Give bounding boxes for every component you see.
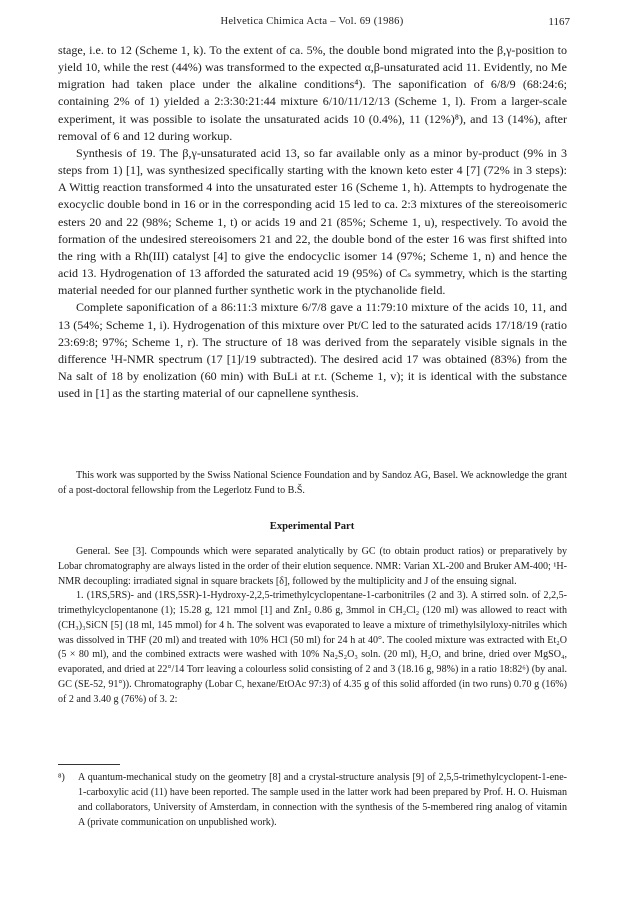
- page-number: 1167: [548, 16, 570, 28]
- main-text: [58, 42, 567, 402]
- footnote-mark: ⁸): [58, 772, 65, 783]
- experimental-item-1: 1. (1RS,5RS)- and (1RS,5SR)-1-Hydroxy-2,2,5-trimethylcyclopentane-1-carbonitriles (2 and 3). A stirred soln. of 2,2,5-trimethylcyclopentanone (1); 15.28 g, 121 mmol [1] and ZnI₂ 0.86 g, 3mmol in CH₂Cl₂ (120 ml) was allowed to react with (CH₃)₃SiCN [5] (18 ml, 145 mmol) for 4 h. The solvent was evaporated to leave a mixture of trimethylsilyloxy-nitriles which was dissolved in THF (20 ml) and treated with 10% HCl (50 ml) for 24 h at 40°. The cooled mixture was extracted with Et₂O (5 × 80 ml), and the combined extracts were washed with 10% Na₂S₂O₃ soln. (20 ml), H₂O, and brine, dried over MgSO₄, evaporated, and dried at 22°/14 Torr leaving a colourless solid consisting of 2 and 3 (18.16 g, 98%) in a ratio 18:82⁶) (by anal. GC (SE-52, 91°)). Chromatography (Lobar C, hexane/EtOAc 97:3) of 4.35 g of this solid afforded (in two runs) 0.70 g (16%) of 2 and 3.40 g (76%) of 3. 2:: [58, 590, 567, 705]
- section-heading-experimental: Experimental Part: [269, 521, 355, 532]
- experimental-general: General. See [3]. Compounds which were separated analytically by GC (to obtain product ratios) or preparatively by Lobar chromatography are always listed in the order of their elution sequence. NMR: Varian XL-200 and Bruker AM-400; ¹H-NMR decoupling: irradiated signal in square brackets [δ], followed by the multiplicity and J of the ensuing signal.: [58, 546, 567, 587]
- footnote-text: A quantum-mechanical study on the geometry [8] and a crystal-structure analysis [9] of 2,5,5-trimethylcyclopent-1-ene-1-carboxylic acid (11) have been reported. The sample used in the latter work had been prepared by Prof. H. O. Huisman and collaborators, University of Amsterdam, in connection with the synthesis of the 5-membered ring analog of vitamin A (private communication on unpublished work).: [78, 772, 567, 828]
- paragraph-1: stage, i.e. to 12 (Scheme 1, k). To the extent of ca. 5%, the double bond migrated into the β,γ-position to yield 10, while the rest (44%) was transformed to the expected α,β-unsaturated acid 11. Evidently, no Me migration had taken place under the alkaline conditions⁴). The saponification of 6/8/9 (68:24:6; containing 2% of 1) yielded a 2:3:30:21:44 mixture 6/10/11/12/13 (Scheme 1, l). From a larger-scale experiment, it was possible to isolate the unsaturated acids 10 (0.4%), 11 (12%)⁸), and 13 (14%), after removal of 6 and 12 during workup.: [58, 43, 567, 143]
- experimental-section: [58, 545, 567, 707]
- footnote-rule: [58, 764, 120, 765]
- acknowledgement: [58, 468, 567, 498]
- journal-title: Helvetica Chimica Acta – Vol. 69 (1986): [220, 16, 404, 27]
- paragraph-2-synthesis-of-19: Synthesis of 19. The β,γ-unsaturated acid 13, so far available only as a minor by-product (9% in 3 steps from 1) [1], was synthesized specifically starting with the known keto ester 4 [7] (72% in 3 steps): A Wittig reaction transformed 4 into the unsaturated ester 16 (Scheme 1, h). Attempts to hydrogenate the exocyclic double bond in 16 or in the corresponding acid 15 led to ca. 2:3 mixtures of the stereoisomeric esters 20 and 22 (98%; Scheme 1, t) or acids 19 and 21 (85%; Scheme 1, u), respectively. To avoid the formation of the undesired stereoisomers 21 and 22, the double bond of the ester 16 was first shifted into the ring with a Rh(III) catalyst [4] to give the endocyclic isomer 14 (97%; Scheme 1, n) and hence the acid 13. Hydrogenation of 13 afforded the saturated acid 19 (95%) of Cₛ symmetry, which is the starting material needed for our planned further synthetic work in the ptychanolide field.: [58, 145, 567, 298]
- running-header: [0, 16, 624, 32]
- footnote: [58, 770, 567, 830]
- acknowledgement-text: This work was supported by the Swiss National Science Foundation and by Sandoz AG, Basel. We acknowledge the grant of a post-doctoral fellowship from the Legerlotz Fund to B.Š.: [58, 470, 567, 496]
- paragraph-3-saponification: Complete saponification of a 86:11:3 mixture 6/7/8 gave a 11:79:10 mixture of the acids 10, 11, and 13 (54%; Scheme 1, i). Hydrogenation of this mixture over Pt/C led to the saturated acids 17/18/19 (ratio 23:69:8; 97%; Scheme 1, r). The structure of 18 was derived from the separately visible signals in the difference ¹H-NMR spectrum (17 [1]/19 subtracted). The desired acid 17 was obtained (83%) from the Na salt of 18 by enolization (60 min) with BuLi at r.t. (Scheme 1, v); it is identical with the substance used in [1] as the starting material of our capnellene synthesis.: [58, 300, 567, 401]
